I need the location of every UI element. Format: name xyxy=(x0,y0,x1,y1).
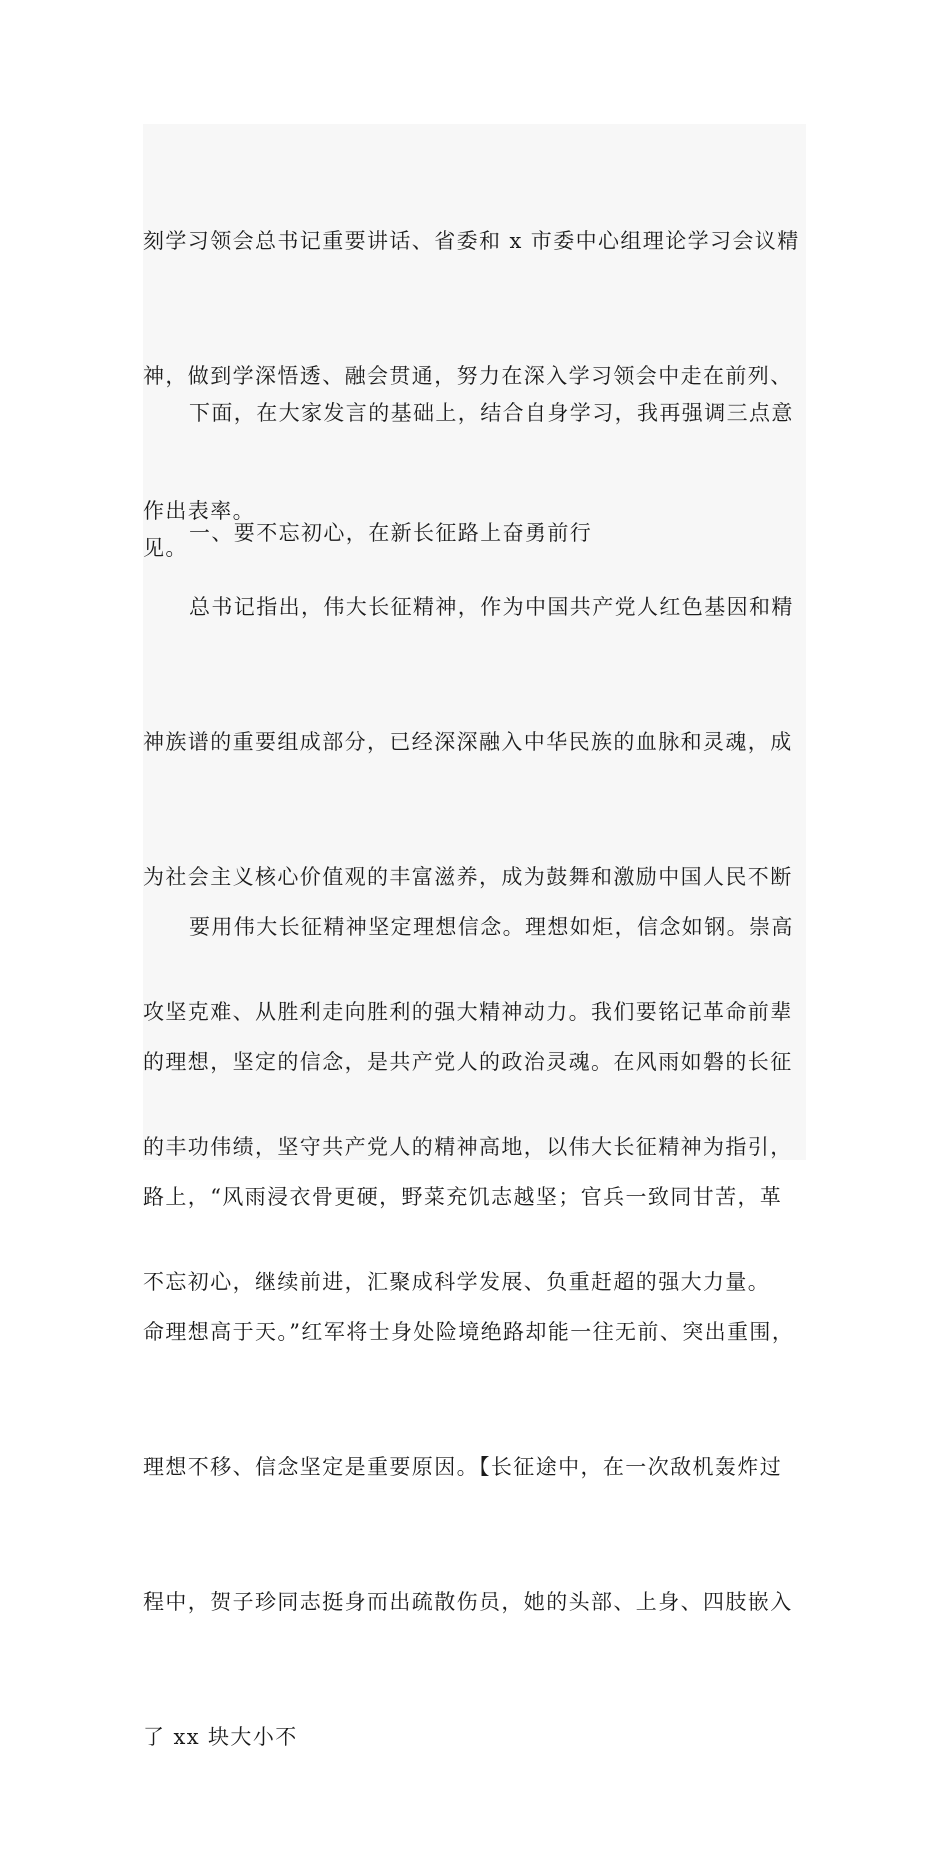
text-line: 要用伟大长征精神坚定理想信念。理想如炬，信念如钢。崇高 xyxy=(189,915,794,939)
heading-line: 一、要不忘初心，在新长征路上奋勇前行 xyxy=(189,521,593,545)
text-line: 神族谱的重要组成部分，已经深深融入中华民族的血脉和灵魂，成 xyxy=(143,730,793,754)
text-line: 为社会主义核心价值观的丰富滋养，成为鼓舞和激励中国人民不断 xyxy=(143,865,793,889)
text-line: 神，做到学深悟透、融会贯通，努力在深入学习领会中走在前列、 xyxy=(143,364,793,388)
text-line: 的丰功伟绩，坚守共产党人的精神高地，以伟大长征精神为指引， xyxy=(143,1135,793,1159)
text-line: 不忘初心，继续前进，汇聚成科学发展、负重赶超的强大力量。 xyxy=(143,1270,771,1294)
text-line: 攻坚克难、从胜利走向胜利的强大精神动力。我们要铭记革命前辈 xyxy=(143,1000,793,1024)
text-line: 的理想，坚定的信念，是共产党人的政治灵魂。在风雨如磐的长征 xyxy=(143,1050,793,1074)
text-line: 命理想高于天。”红军将士身处险境绝路却能一往无前、突出重围， xyxy=(143,1320,795,1344)
text-line: 刻学习领会总书记重要讲话、省委和 x 市委中心组理论学习会议精 xyxy=(143,229,800,253)
text-line: 了 xx 块大小不 xyxy=(143,1725,298,1749)
text-line: 路上，“风雨浸衣骨更硬，野菜充饥志越坚；官兵一致同甘苦，革 xyxy=(143,1185,783,1209)
text-line: 作出表率。 xyxy=(143,499,255,523)
paragraph-4 xyxy=(143,815,798,1850)
text-line: 程中，贺子珍同志挺身而出疏散伤员，她的头部、上身、四肢嵌入 xyxy=(143,1590,793,1614)
text-line: 理想不移、信念坚定是重要原因。【长征途中，在一次敌机轰炸过 xyxy=(143,1455,783,1479)
text-line: 见。 xyxy=(143,536,188,560)
text-line: 总书记指出，伟大长征精神，作为中国共产党人红色基因和精 xyxy=(189,595,794,619)
text-line: 下面，在大家发言的基础上，结合自身学习，我再强调三点意 xyxy=(189,401,794,425)
